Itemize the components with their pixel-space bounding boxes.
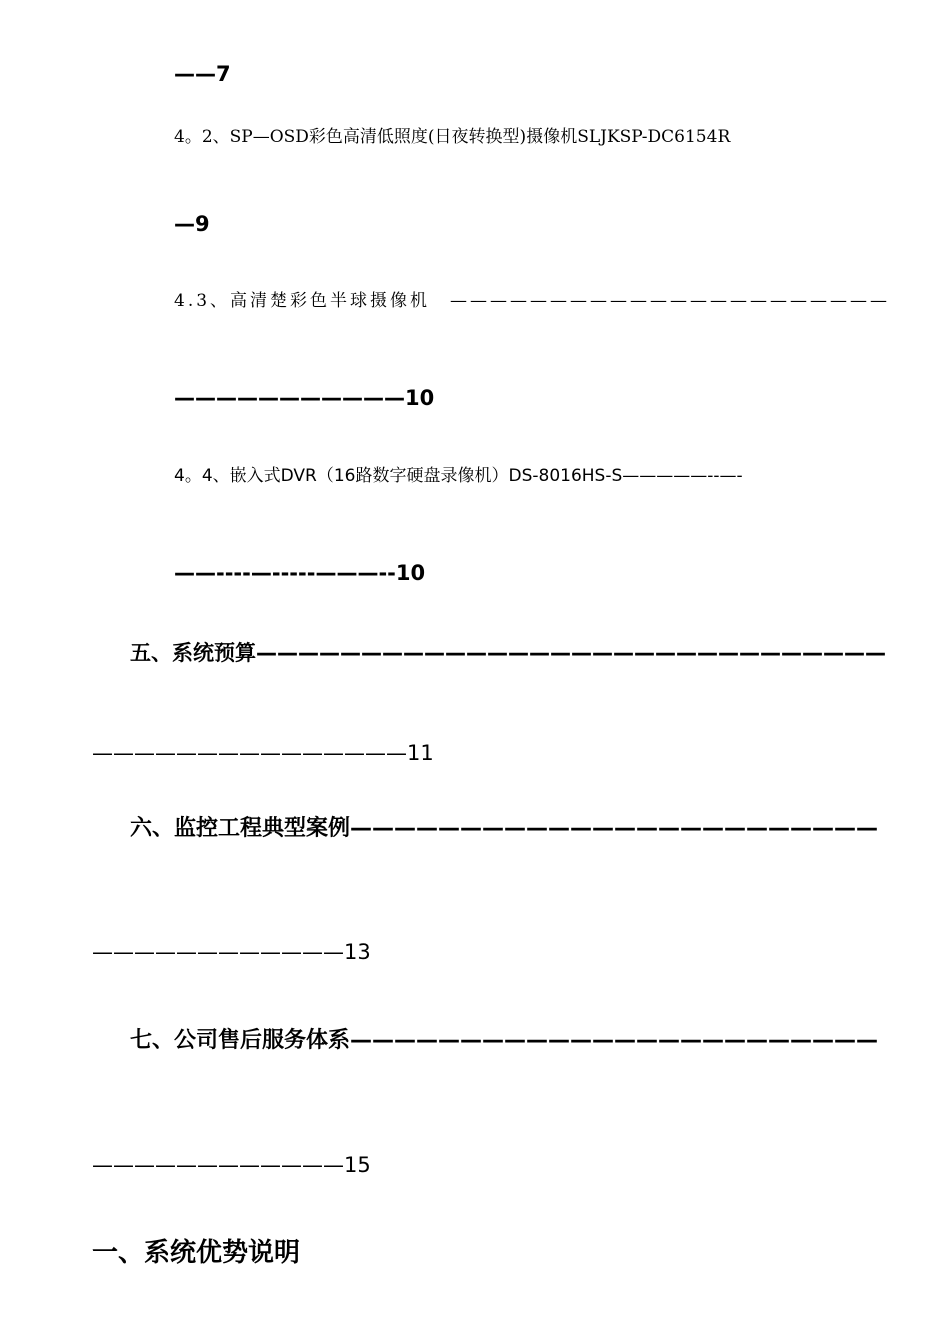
toc-line-page-15: ————————————15 [92, 1153, 371, 1177]
toc-entry-4-4: 4。4、嵌入式DVR（16路数字硬盘录像机）DS-8016HS-S—————--—- [174, 466, 743, 486]
toc-entry-5: 五、系统预算—————————————————————————————— [130, 641, 886, 665]
toc-line-page-10: ———————————10 [174, 386, 435, 410]
toc-entry-4-2: 4。2、SP—OSD彩色高清低照度(日夜转换型)摄像机SLJKSP-DC6154R [174, 127, 731, 147]
toc-line-page-10-b: ——----—-----———--10 [174, 561, 426, 585]
toc-line-page-13: ————————————13 [92, 940, 371, 964]
toc-line-page-9: —9 [174, 212, 210, 236]
section-heading: 一、系统优势说明 [92, 1238, 301, 1268]
toc-line-page-7: ——7 [174, 62, 231, 86]
toc-line-page-11: ———————————————11 [92, 741, 434, 765]
toc-entry-7: 七、公司售后服务体系———————————————————————— [130, 1028, 879, 1053]
toc-entry-6: 六、监控工程典型案例———————————————————————— [130, 816, 879, 841]
toc-entry-4-3: 4.3、高清楚彩色半球摄像机 —————————————————————— [174, 291, 891, 311]
